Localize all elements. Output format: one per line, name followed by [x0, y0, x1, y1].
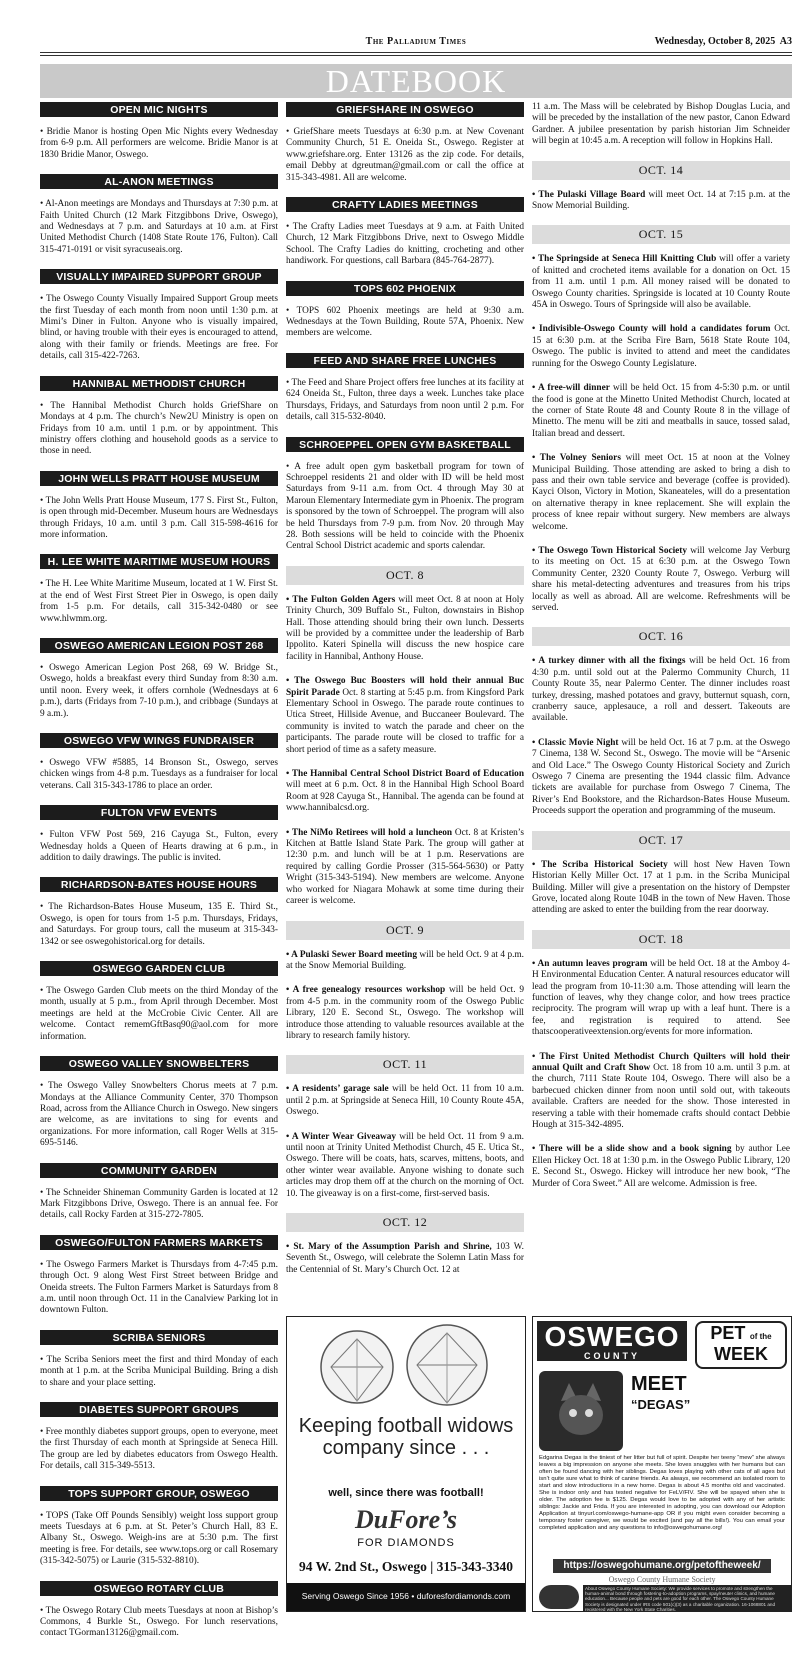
masthead: [40, 36, 792, 52]
listing-lead: • A Pulaski Sewer Board meeting: [286, 949, 417, 960]
paw-icon: [539, 1585, 579, 1609]
listing-body: • Bridie Manor is hosting Open Mic Nights every Wednesday from 6-9 p.m. All performers are welcome. Bridie Manor is at 1830 Bridie Manor, Oswego.: [40, 127, 278, 160]
listing-body: will welcome Jay Verburg to its meeting on Oct. 15 at 6:30 p.m. at the Oswego Town Community Center, 2320 County Route 7, Oswego. Verburg will share his metal-detecting adventures and treasures from his trips locally as well as abroad. All are welcome. Refreshments will be served.: [532, 545, 790, 613]
listing-body: will be held Oct. 9 at 4 p.m. at the Snow Memorial Building.: [286, 949, 524, 971]
listing-body: Oct. 8 starting at 5:45 p.m. from Kingsford Park Elementary School in Oswego. The parade route continues to Utica Street, Hillside Avenue, and Buccaneer Boulevard. The community is invited to watch the parade and cheer on the participants. The parade route will be closed to traffic for a short period of time as a safety measure.: [286, 687, 525, 755]
issue-date: Wednesday, October 8, 2025 A3: [654, 36, 792, 47]
listing-body: will be held Oct. 15 from 4-5:30 p.m. or until the food is gone at the Minetto United Methodist Church, located at the corner of State Route 48 and County Route 8 in the village of Minetto. The menu will be ziti and meatballs in sauce, tossed salad, Italian bread and dessert.: [532, 383, 790, 439]
listing-text: [40, 579, 278, 625]
listing-text: [532, 383, 790, 440]
column-3: [532, 102, 790, 1203]
listing-lead: • There will be a slide show and a book signing: [532, 1144, 732, 1155]
ad-address: 94 W. 2nd St., Oswego | 315-343-3340: [298, 1559, 514, 1574]
listing-body: will meet Oct. 8 at noon at Holy Trinity Church, 309 Buffalo St., Fulton, downstairs in Bishop Hall. Those attending should bring their own lunch. Desserts will be provided by a committee under the leadership of Barb Ippolito. Kateri Spinella will discuss the new hospice care facility in Hannibal, Anthony House.: [286, 594, 524, 662]
date-header: OCT. 14: [532, 161, 790, 180]
listing-text: [40, 294, 278, 362]
listing-body: • The Schneider Shineman Community Garden is located at 12 Mark Fitzgibbons Drive, Oswego. There is an annual fee. For details, call Rocky Farden at 315-272-7805.: [40, 1187, 278, 1221]
paper-name: The Palladium Times: [365, 36, 467, 47]
listing-body: • A free adult open gym basketball program for town of Schroeppel residents 21 and older with ID will be held most Saturdays from 9-11 a.m. from Oct. 4 through May 30 at Maroun Elementary Intermediate gym in Phoenix. The program is sponsored by the town of Schroeppel. The program will also be held Thursdays from 7-9 p.m. from Nov. 20 through May 28. Both sessions will be held to coincide with the Phoenix Central School District academic and sports calendar.: [286, 461, 524, 552]
listing-lead: • Indivisible-Oswego County will hold a candidates forum: [532, 324, 771, 335]
section-header: TOPS SUPPORT GROUP, OSWEGO: [40, 1486, 278, 1501]
listing-lead: • Classic Movie Night: [532, 737, 619, 748]
section-header: HANNIBAL METHODIST CHURCH: [40, 376, 278, 391]
listing-body: • The Oswego Farmers Market is Thursdays from 4-7:45 p.m. through Oct. 9 along West First Street between Bridge and Oneida streets. The Fulton Farmers Market is Saturdays from 8 a.m. until noon through Oct. 11 in the Canalview Parking lot in downtown Fulton.: [40, 1259, 278, 1316]
listing-text: [532, 860, 790, 917]
listing-text: [532, 959, 790, 1039]
listing-text: [40, 1427, 278, 1473]
listing-body: • The Richardson-Bates House Museum, 135 E. Third St., Oswego, is open for tours from 1-5 p.m. Thursdays, Fridays, and Saturdays. For group tours, call the museum at 315-343-1342 or see oswegohistorical.org for details.: [40, 902, 278, 947]
listing-text: [40, 1081, 278, 1149]
top-rule-2: [40, 55, 792, 56]
section-header: OSWEGO/FULTON FARMERS MARKETS: [40, 1235, 278, 1250]
dufores-ad[interactable]: [286, 1316, 526, 1612]
listing-lead: • The Oswego Town Historical Society: [532, 545, 688, 556]
listing-lead: • A free-will dinner: [532, 383, 610, 394]
listing-lead: • The Pulaski Village Board: [532, 189, 646, 200]
listing-text: [286, 676, 524, 756]
listing-body: will be held Oct. 11 from 9 a.m. until noon at Trinity United Methodist Church, 45 E. Utica St., Oswego. There will be coats, hats, scarves, mittens, boots, and other winter wear available. Anyone wishing to donate such articles may drop them off at the church on the morning of Oct. 10. The giveaway is on a first-come, first-served basis.: [286, 1131, 525, 1199]
listing-body: will meet Oct. 15 at noon at the Volney Municipal Building. Those attending are asked to bring a dish to pass and their own table service and beverage (coffee is provided). Kayci Olson, Victory in Motion, Skaneateles, will do a presentation on alternative therapy in knee replacement. She will explain the process of knee repair without surgery. New members are always welcome.: [532, 453, 790, 532]
listing-text: [532, 102, 790, 148]
section-header: OSWEGO GARDEN CLUB: [40, 961, 278, 976]
listing-lead: • The Volney Seniors: [532, 453, 621, 464]
listing-body: • The Feed and Share Project offers free lunches at its facility at 624 Oneida St., Fulton, three days a week. Lunches take place Thursdays, Fridays, and Saturdays from noon until 2 p.m. For details, call 315-532-8040.: [286, 377, 524, 423]
pet-photo: [539, 1371, 623, 1451]
date-header: OCT. 8: [286, 566, 524, 585]
pet-name: “DEGAS”: [631, 1397, 691, 1412]
dufores-logo-sub: FOR DIAMONDS: [357, 1537, 455, 1549]
listing-text: [532, 656, 790, 724]
section-header: H. LEE WHITE MARITIME MUSEUM HOURS: [40, 554, 278, 569]
section-header: TOPS 602 PHOENIX: [286, 281, 524, 296]
listing-text: [286, 1132, 524, 1200]
listing-lead: • A Winter Wear Giveaway: [286, 1131, 397, 1142]
listing-lead: • The First United Methodist Church Quilters will hold their annual Quilt and Craft Show: [532, 1051, 790, 1073]
listing-lead: • A free genealogy resources workshop: [286, 985, 446, 996]
listing-text: [532, 453, 790, 533]
listing-text: [286, 378, 524, 424]
listing-lead: • The Fulton Golden Agers: [286, 594, 396, 605]
listing-body: Oct. 18 from 10 a.m. until 3 p.m. at the church, 7111 State Route 104, Oswego. There will also be a barbecued chicken dinner from noon until sold out, with takeouts available. Crafters are needed for the show. Those interested in reserving a table with their homemade crafts should contact Debbie Hough at 315-342-4895.: [532, 1062, 790, 1130]
pet-of-the-week-ad[interactable]: [532, 1316, 792, 1612]
listing-body: • TOPS 602 Phoenix meetings are held at 9:30 a.m. Wednesdays at the Town Building, Route 57A, Phoenix. New members are welcome.: [286, 305, 524, 339]
listing-body: • Free monthly diabetes support groups, open to everyone, meet the first Thursday of each month at Springside at Seneca Hill. The group are led by diabetes educators from Oswego Health. For details, call 315-349-5513.: [40, 1427, 278, 1472]
listing-text: [40, 1355, 278, 1389]
listing-text: [40, 758, 278, 792]
listing-body: will be held Oct. 16 from 4:30 p.m. until sold out at the Palermo Community Church, 11 County Route 35, near Palermo Center. The dinner includes roast turkey, dressing, mashed potatoes and gravy, butternut squash, corn, cranberry sauce, applesauce, a roll and dessert. Takeouts are available.: [532, 656, 790, 724]
section-header: CRAFTY LADIES MEETINGS: [286, 197, 524, 212]
section-header: SCHROEPPEL OPEN GYM BASKETBALL: [286, 437, 524, 452]
pet-bio: Edgarina Degas is the tiniest of her litter but full of spirit. Despite her teeny “mew” she always leaves a big impression on anyone she meets. She loves snuggles with her humans but can often be found dancing with her siblings. Degas loves playing with other cats of all ages but isn’t quite sure what to think of canine friends. As always, we recommend an isolated room to start and slow introductions in a new home. Degas is about 4.5 months old and vaccinated. She is indoor only and has tested negative for FeLV/FIV. She will be spayed when she is older. The adoption fee is $125. Degas would love to be adopted with any of her artistic siblings: Jackie and Frida. If you are interested in adopting, you can download our Adoption Application at tinyurl.com/oswego-humane-app OR if you might even consider becoming a temporary foster caregiver, we would be excited (and pay all the bills!). You can email your completed application and any questions to info@oswegohumane.org!: [539, 1455, 785, 1531]
listing-text: [40, 1511, 278, 1568]
society-name: Oswego County Humane Society: [608, 1575, 716, 1584]
listing-body: • The Oswego Rotary Club meets Tuesdays at noon at Bishop’s Commons, 4 Burkle St., Oswego. For lunch reservations, contact TGorman13126@gmail.com.: [40, 1605, 278, 1639]
listing-body: • GriefShare meets Tuesdays at 6:30 p.m. at New Covenant Community Church, 51 E. Oneida St., Oswego. Register at www.griefshare.org. Enter 13126 as the zip code. For details, email Debby at dgreutman@gmail.com or call the office at 315-343-4981. All are welcome.: [286, 127, 524, 183]
listing-text: [40, 199, 278, 256]
cat-icon: [539, 1371, 623, 1451]
datebook-banner: DATEBOOK: [40, 64, 792, 98]
listing-text: [40, 496, 278, 542]
listing-body: will be held Oct. 11 from 10 a.m. until 2 p.m. at Springside at Seneca Hill, 10 County Route 45A, Oswego.: [286, 1084, 524, 1118]
listing-text: [286, 306, 524, 340]
listing-body: will offer a variety of knitted and crocheted items available for a donation on Oct. 15 from 11 a.m. until 1 p.m. All money raised will be donated to Oswego County charities. Springside is located at 10 County Route 45A in Oswego. Tours of Springside will also be available.: [532, 254, 791, 311]
section-header: OSWEGO VFW WINGS FUNDRAISER: [40, 733, 278, 748]
listing-text: [286, 769, 524, 815]
date-header: OCT. 16: [532, 627, 790, 646]
ad-footer[interactable]: Serving Oswego Since 1956 • duforesfordiamonds.com: [301, 1591, 511, 1601]
adoption-link[interactable]: https://oswegohumane.org/petoftheweek/: [553, 1559, 771, 1573]
listing-body: • TOPS (Take Off Pounds Sensibly) weight loss support group meets Tuesdays at 6 p.m. at St. Peter’s Church Hall, 83 E. Albany St., Oswego. Weigh-ins are at 5:30 p.m. The first meeting is free. For details, see www.tops.org or call Rosemary (315-342-5075) or Laurie (315-532-8810).: [40, 1510, 278, 1567]
column-2: [286, 102, 524, 1289]
meet-label: MEET: [631, 1373, 687, 1395]
listing-body: 11 a.m. The Mass will be celebrated by Bishop Douglas Lucia, and will be preceded by the installation of the new pastor, Canon Edward Gardner. A jubilee presentation by parish historian Jim Schneider will begin at 10:45 a.m. A reception will follow in Hopkins Hall.: [532, 102, 790, 147]
listing-text: [532, 1144, 790, 1190]
listing-lead: • A turkey dinner with all the fixings: [532, 656, 686, 667]
listing-text: [532, 190, 790, 213]
section-header: FULTON VFW EVENTS: [40, 805, 278, 820]
diamond-icon: [321, 1331, 393, 1403]
listing-lead: • The Hannibal Central School District Board of Education: [286, 769, 524, 780]
section-header: OSWEGO ROTARY CLUB: [40, 1581, 278, 1596]
listing-text: [40, 1188, 278, 1222]
listing-body: will be held Oct. 9 from 4-5 p.m. in the community room of the Oswego Public Library, 120 E. Second St., Oswego. The workshop will introduce those attending to valuable resources available at the library to research family history.: [286, 985, 524, 1041]
listing-text: [286, 828, 524, 908]
listing-body: • Oswego VFW #5885, 14 Bronson St., Oswego, serves chicken wings from 4-8 p.m. Tuesdays as a fundraiser for local veterans. Call 315-343-1786 to place an order.: [40, 758, 278, 791]
listing-text: [286, 1084, 524, 1118]
section-header: FEED AND SHARE FREE LUNCHES: [286, 353, 524, 368]
listing-text: [286, 462, 524, 553]
listing-text: [286, 127, 524, 184]
section-header: SCRIBA SENIORS: [40, 1330, 278, 1345]
listing-text: [532, 254, 790, 311]
listing-text: [40, 1606, 278, 1640]
pet-of-week-badge: PET of the WEEK: [695, 1321, 787, 1369]
listing-body: • The Oswego Valley Snowbelters Chorus meets at 7 p.m. Mondays at the Alliance Community Center, 370 Thompson Road, across from the Alliance Church in Oswego. New singers are welcome, as are invitations to sing for events and organizations. For more information, call Roger Wells at 315-695-5146.: [40, 1081, 278, 1149]
listing-body: • Al-Anon meetings are Mondays and Thursdays at 7:30 p.m. at Faith United Church (12 Mark Fitzgibbons Drive, Oswego), and Wednesdays at 7 p.m. and Saturdays at 10 a.m. at First United Methodist Church (1408 State Route 176, Fulton). Call 315-471-0191 or visit syracuseais.org.: [40, 199, 278, 255]
listing-body: Oct. 8 at Kristen’s Kitchen at Battle Island State Park. The group will gather at 12:30 p.m. and lunch will be at 1 p.m. Reservations are required by calling Gordie Prosser (315-564-5630) or Patty Wright (315-343-5194). New members are welcome. Anyone who worked for Niagara Mohawk at some time during their career is welcome.: [286, 827, 524, 907]
listing-lead: • The Oswego Buc Boosters will hold their annual Buc Spirit Parade: [286, 676, 524, 698]
listing-body: will host New Haven Town Historian Kelly Miller Oct. 17 at 1 p.m. in the Scriba Municipal Building. Miller will give a presentation on the history of Dempster Grove, located along Route 104B in the town of New Haven. Those attending are asked to enter the building from the rear doorway.: [532, 859, 790, 916]
section-header: VISUALLY IMPAIRED SUPPORT GROUP: [40, 269, 278, 284]
listing-body: will meet Oct. 14 at 7:15 p.m. at the Snow Memorial Building.: [532, 189, 790, 212]
ad-subline: well, since there was football!: [328, 1487, 484, 1499]
listing-body: will be held Oct. 16 at 7 p.m. at the Oswego 7 Cinema, 138 W. Second St., Oswego. The movie will be “Arsenic and Old Lace.” The Oswego County Historical Society and Zurich Oswego 7 Cinema are presenting the 1944 classic film. Advance tickets are available for purchase from Oswego 7 Cinema, The River’s End Bookstore, and the Richardson-Bates House Museum. Proceeds support the operation and programming of the museum.: [532, 737, 790, 817]
listing-body: Oct. 15 at 6:30 p.m. at the Scriba Fire Barn, 5618 State Route 104, Oswego. The public is invited to attend and meet the candidates running for the Oswego County Legislature.: [532, 324, 790, 369]
date-header: OCT. 9: [286, 921, 524, 940]
ad-title: OSWEGO: [537, 1321, 687, 1361]
listing-body: • The John Wells Pratt House Museum, 177 S. First St., Fulton, is open through mid-December. Museum hours are Wednesdays through Fridays, 10 a.m. until 3 p.m. Call 315-598-4616 for more information.: [40, 495, 278, 540]
listing-text: [532, 546, 790, 614]
section-header: JOHN WELLS PRATT HOUSE MUSEUM: [40, 471, 278, 486]
diamond-icon-2: [407, 1325, 487, 1405]
listing-body: • Oswego American Legion Post 268, 69 W. Bridge St., Oswego, holds a breakfast every third Sunday from 8:30 a.m. until noon. Every week, it offers cornhole (Wednesdays at 6 p.m.), darts (Fridays from 7-10 p.m.), and cribbage (Sundays at 9 a.m.).: [40, 662, 278, 719]
listing-text: [286, 1242, 524, 1276]
listing-text: [40, 830, 278, 864]
listing-text: [286, 950, 524, 973]
ad-county: COUNTY: [584, 1351, 640, 1361]
listing-text: [40, 663, 278, 720]
listing-lead: • The Scriba Historical Society: [532, 859, 668, 870]
listing-text: [532, 1052, 790, 1132]
listing-text: [286, 595, 524, 663]
listing-text: [40, 401, 278, 458]
section-header: RICHARDSON-BATES HOUSE HOURS: [40, 877, 278, 892]
listing-body: will meet at 6 p.m. Oct. 8 in the Hannibal High School Board Room at 928 Cayuga St., Hannibal. The agenda can be found at www.hannibalcsd.org.: [286, 780, 524, 814]
listing-text: [532, 324, 790, 370]
listing-body: by author Lee Ellen Hickey Oct. 18 at 1:30 p.m. in the Oswego Public Library, 120 E. Second St., Oswego. Hickey will introduce her new book, “The Murder of Cora Sweet.” All are welcome. Admission is free.: [532, 1144, 791, 1189]
listing-body: • The Hannibal Methodist Church holds GriefShare on Mondays at 4 p.m. The church’s New2U Ministry is open on Fridays from 10 a.m. until 1 p.m. or by appointment. This ministry offers clothing and household goods as a service to those in need.: [40, 400, 278, 457]
listing-text: [40, 127, 278, 161]
listing-text: [286, 985, 524, 1042]
listing-body: • The Oswego Garden Club meets on the third Monday of the month, usually at 5 p.m., from April through December. Most meetings are held at the McCrobie Civic Center. All are welcome. Contact rememGftBasq90@aol.com for more information.: [40, 986, 278, 1042]
dufores-logo: DuFore’s: [354, 1505, 458, 1534]
listing-lead: • St. Mary of the Assumption Parish and Shrine,: [286, 1242, 492, 1252]
date-header: OCT. 11: [286, 1055, 524, 1074]
listing-body: • The Crafty Ladies meet Tuesdays at 9 a.m. at Faith United Church, 12 Mark Fitzgibbons Drive, next to Oswego Middle School. The Crafty Ladies do knitting, crocheting and other handiwork. For questions, call Barbara (845-764-2877).: [286, 222, 524, 267]
listing-body: • The H. Lee White Maritime Museum, located at 1 W. First St. at the end of West First Street Pier in Oswego, is open daily from 1-5 p.m. For details, call 315-342-0480 or see www.hlwmm.org.: [40, 579, 278, 624]
listing-lead: • A residents’ garage sale: [286, 1084, 389, 1095]
listing-text: [286, 222, 524, 268]
date-header: OCT. 18: [532, 930, 790, 949]
date-header: OCT. 12: [286, 1213, 524, 1232]
listing-lead: • The Springside at Seneca Hill Knitting Club: [532, 254, 717, 265]
section-header: DIABETES SUPPORT GROUPS: [40, 1402, 278, 1417]
listing-body: • Fulton VFW Post 569, 216 Cayuga St., Fulton, every Wednesday holds a Queen of Hearts drawing at 6 p.m., in addition to daily drawings. The public is invited.: [40, 830, 278, 864]
society-about: About Oswego County Humane Society: We provide services to promote and strengthen the human-animal bond through fostering-to-adoption programs, spay/neuter clinics, and humane education... Because people and pets are good for each other. The Oswego County Humane Society is designated under IRS code 501(c)(3) as a charitable organization. 16-1068801 and registered with the New York State Charities.: [583, 1585, 791, 1611]
listing-body: • The Scriba Seniors meet the first and third Monday of each month at 1 p.m. at the Scriba Municipal Building. Bring a dish to share and your place setting.: [40, 1354, 278, 1388]
top-rule: [40, 52, 792, 53]
ad-headline: Keeping football widows company since . . .: [298, 1415, 514, 1459]
date-header: OCT. 15: [532, 225, 790, 244]
column-1: [40, 102, 278, 1653]
listing-lead: • An autumn leaves program: [532, 958, 648, 969]
section-header: COMMUNITY GARDEN: [40, 1163, 278, 1178]
listing-text: [40, 1260, 278, 1317]
listing-text: [40, 902, 278, 948]
date-header: OCT. 17: [532, 831, 790, 850]
listing-body: 103 W. Seventh St., Oswego, will celebrate the Solemn Latin Mass for the Centennial of St. Mary’s Church Oct. 12 at: [286, 1242, 524, 1275]
section-header: AL-ANON MEETINGS: [40, 174, 278, 189]
section-header: GRIEFSHARE IN OSWEGO: [286, 102, 524, 117]
listing-body: • The Oswego County Visually Impaired Support Group meets the first Tuesday of each month from noon until 1:30 p.m. at Mimi’s Diner in Fulton. Anyone who is visually impaired, blind, or having trouble with their eyes is encouraged to attend, along with their family or friends. Meetings are free. For details, call 315-422-7263.: [40, 294, 278, 362]
listing-lead: • The NiMo Retirees will hold a luncheon: [286, 827, 453, 838]
section-header: OSWEGO AMERICAN LEGION POST 268: [40, 638, 278, 653]
listing-text: [532, 738, 790, 818]
listing-body: will be held Oct. 18 at the Amboy 4-H Environmental Education Center. A natural resources educator will lead the program from 10-11:30 a.m. Those attending will learn the function of leaves, why they change color, and how trees practice reciprocity. The program will wrap up with a leaf hunt. There is a fee, and registration is required to attend. See thatscooperativeextension.org/events for more information.: [532, 958, 790, 1038]
section-header: OSWEGO VALLEY SNOWBELTERS: [40, 1056, 278, 1071]
section-header: OPEN MIC NIGHTS: [40, 102, 278, 117]
listing-text: [40, 986, 278, 1043]
